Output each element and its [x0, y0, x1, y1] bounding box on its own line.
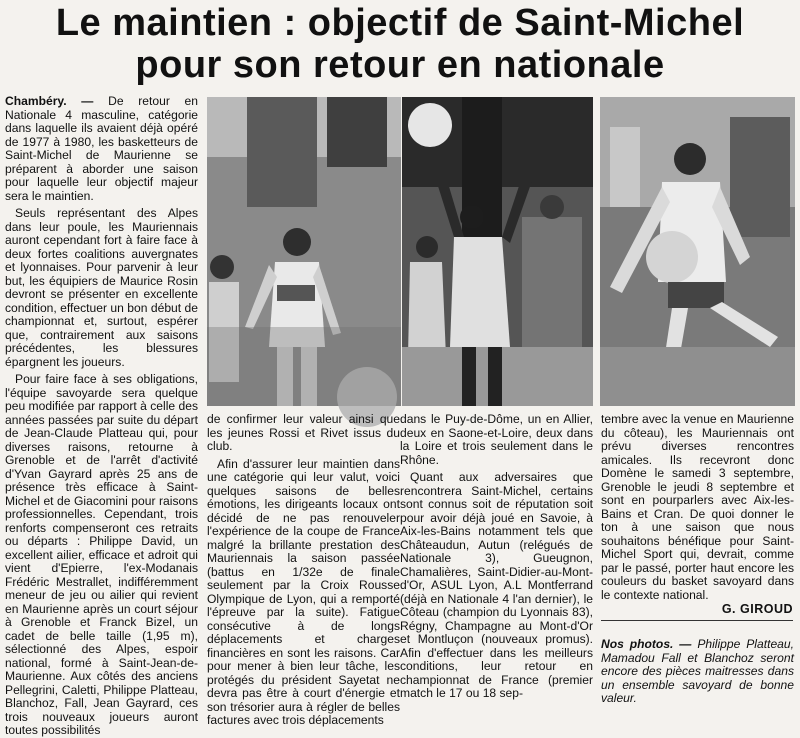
paragraph: Quant aux adversaires que rencontrera Saint-Michel, certains sont connus soit de réputation soit pour avoir déjà joué en Savoie, à Aix-les-Bains notamment tels que Châteaudun, Autun (relégués de Nationale 3), Gueugnon, Chamalières, Saint-Didier-au-Mont-d'Or, ASUL Lyon, A.L Montferrand (déjà en Nationale 4 l'an dernier), le Côteau (champion du Lyonnais 83), Régny, Champagne au Mont-d'Or et Montluçon (nouveaux promus). Afin d'effectuer dans les meilleurs conditions, leur retour en championnat de France (premier match le 17 ou 18 sep- [400, 470, 593, 700]
article-column-1 [5, 94, 198, 737]
photo-blanchoz [600, 97, 795, 406]
divider [601, 620, 793, 621]
paragraph: de confirmer leur valeur ainsi que les jeunes Rossi et Rivet issus du club. [207, 412, 400, 453]
author-signature: G. GIROUD [721, 602, 793, 616]
paragraph [5, 95, 198, 203]
photo-mamadou-fall [402, 97, 593, 406]
article-column-3 [400, 413, 593, 715]
paragraph: Pour faire face à ses obligations, l'équipe savoyarde sera quelque peu modifiée par rapport à celle des années passées par suite du départ de Jean-Claude Platteau qui, pour diverses raisons, retourne à Grenoble et de l'arrêt d'activité d'Yvan Gayrard après 25 ans de présence très efficace à Saint-Michel et de Giacomini pour raisons professionnelles. Cependant, trois renforts compenseront ces retraits ou départs : Philippe David, un excellent ailier, efficace et adroit qui vient d'Epierre, l'ex-Modanais Frédéric Mestrallet, indifféremment meneur de jeu ou ailier qui revient en Maurienne après un court séjour à Grenoble et Franck Bizel, un cadet de belle taille (1,95 m), sélectionné des Alpes, espoir national, formé à Saint-Jean-de-Maurienne. Aux côtés des anciens Pellegrini, Caletti, Philippe Platteau, Blanchoz, Fall, Jean Gayrard, ces trois nouveaux joueurs auront toutes possibilités [5, 372, 198, 737]
paragraph: tembre avec la venue en Maurienne du côteau), les Mauriennais ont prévu diverses rencontres amicales. Ils recevront donc Domène le samedi 3 septembre, Grenoble le jeudi 8 septembre et sont en pourparlers avec Aix-les-Bains et Cran. De quoi donner le ton à une saison que nous souhaitons bénéfique pour Saint-Michel Sport qui, devrait, comme par le passé, porter haut encore les couleurs du basket savoyard dans le contexte national. [601, 412, 794, 602]
dateline: Chambéry. — [5, 94, 94, 108]
caption-text: Philippe Platteau, Mamadou Fall et Blanchoz seront encore des pièces maitresses dans un ensemble savoyard de bonne valeur. [601, 637, 794, 705]
headline-line-1: Le maintien : objectif de Saint-Michel [55, 2, 745, 44]
paragraph: Afin d'assurer leur maintien dans une catégorie qui leur valut, voici quelques saisons de belles émotions, les dirigeants locaux ont décidé de ne pas renouveler l'expérience de la coupe de France malgré la brillante prestation des Mauriennais la saison passée (battus en 1/32e de finale seulement par la Croix Rousse Olympique de Lyon, qui a remporté l'épreuve par la suite). Fatigue consécutive à de longs déplacements et charges financières en sont les raisons. Car pour mener à bien leur tâche, les protégés du président Sayetat ne devra pas être à court d'énergie et son trésorier aura à régler de belles factures avec trois déplacements [207, 456, 400, 727]
photo-illustration [207, 97, 401, 406]
photo-illustration [402, 97, 593, 406]
article-column-2 [207, 412, 400, 727]
paragraph: Seuls représentant des Alpes dans leur poule, les Mauriennais auront cependant fort à faire face à deux fortes coalitions auvergnates et lyonnaises. Pour parvenir à leur but, les équipiers de Maurice Rosin devront se présenter en excellente condition, effectuer un bon début de championnat et, surtout, espérer que, contrairement aux saisons précédentes, les blessures épargnent les joueurs. [5, 206, 198, 369]
paragraph-text: De retour en Nationale 4 masculine, catégorie dans laquelle ils avaient déjà opéré de 1977 à 1980, les basketteurs de Saint-Michel de Maurienne se préparent à aborder une saison pour laquelle leur objectif majeur sera le maintien. [5, 94, 198, 203]
photo-philippe-platteau [207, 97, 401, 406]
paragraph: dans le Puy-de-Dôme, un en Allier, deux en Saone-et-Loire, deux dans la Loire et trois seulement dans le Rhône. [400, 412, 593, 467]
photo-illustration [600, 97, 795, 406]
photo-caption [601, 638, 794, 706]
headline-line-2: pour son retour en nationale [135, 44, 665, 86]
caption-label: Nos photos. — [601, 637, 692, 651]
